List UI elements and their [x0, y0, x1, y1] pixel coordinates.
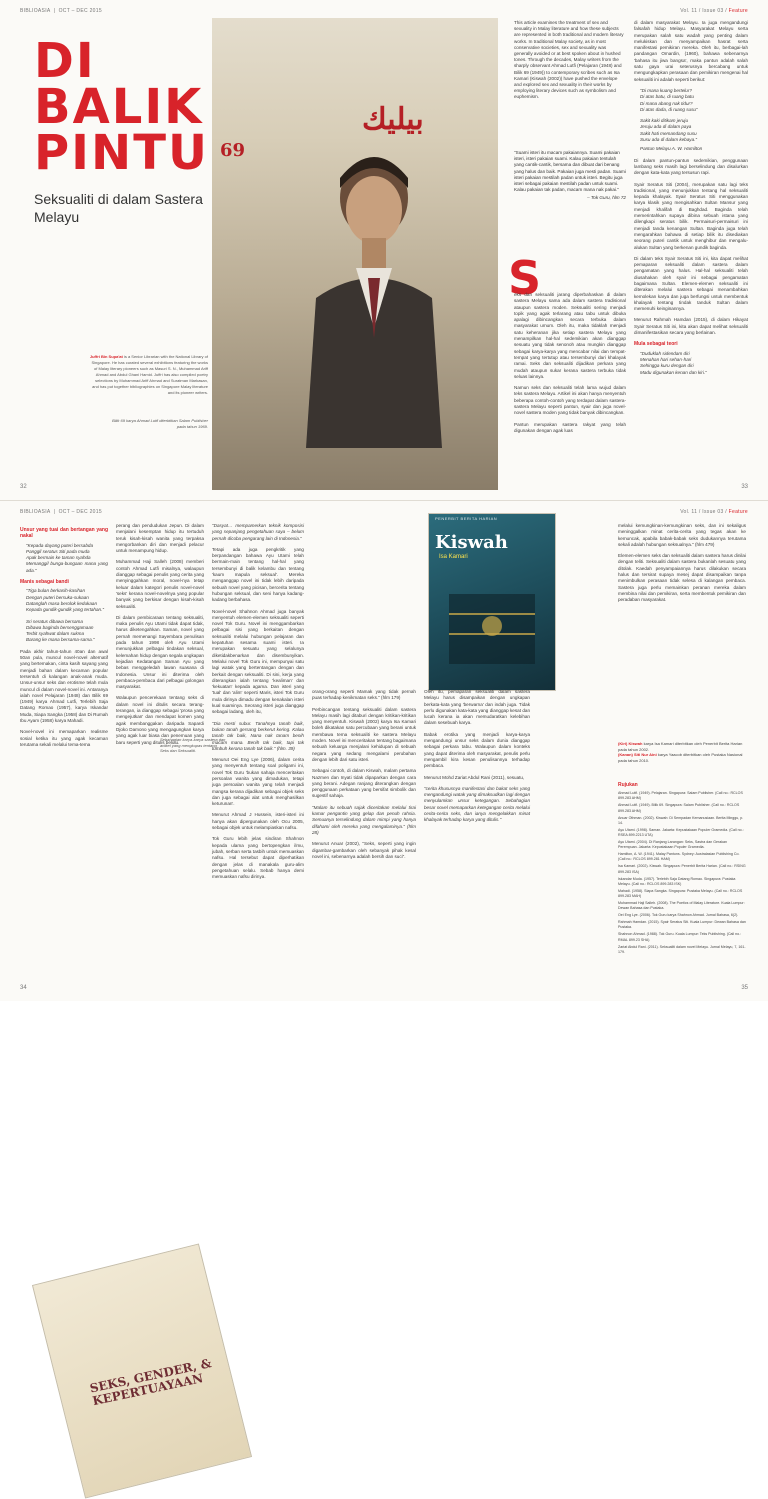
bottom-column-6	[618, 523, 746, 609]
title-word-1: DI	[34, 33, 96, 89]
poem-line: Di mana abang nak tidur?	[640, 100, 693, 106]
body-paragraph: Menurut Mohd Zariat Abdul Rani (2011), sesuatu,	[424, 774, 525, 780]
syair-excerpt	[26, 619, 108, 644]
cover-jawi-title: بيليك	[362, 102, 424, 137]
caption-label: (Kanan) Siti Nur Aini	[618, 752, 657, 757]
kiswah-title: Kiswah	[435, 532, 508, 553]
book-cover-seks-gender	[32, 1243, 252, 1498]
covers-caption	[618, 741, 746, 763]
reference-item: Iskandar Muda. (1957). Terlebih Saja Datang Romao. Singapura: Pustaka Melayu. (Call no.: RCLOS 899.283 ISK)	[618, 876, 736, 886]
bottom-column-4	[312, 689, 416, 865]
bottom-column-5	[424, 689, 530, 829]
body-paragraph: Pada akhir tahun-tahun 40an dan awal 50an pula, muncul novel-novel alternatif yang bertemakan, cinta kasih sayang yang menjadi bahan dalam kecaman popular tersentuh di kalangan anak-anak muda. Unsur-unsur seks dan erotisme telah mula muncul di dalam novel-novel ini. Antaranya ialah novel Pelajaran (1948) dan Bilik 69 (1949) karya Ahmad Lutfi, Terlebih Saja Datang Romao (1957), karya Iskandar Muda, Siapa Sangka (1958) dan Di Rumah Ibu Ayam (1958) karya Mahadi.	[20, 648, 108, 724]
poem-line: Dengan puteri bersuka-sukaan	[26, 594, 89, 600]
page-number-left: 32	[20, 484, 27, 490]
kiswah-cover-image	[428, 513, 556, 691]
poem-line: Datanglah masa berolok kedukaan	[26, 600, 97, 606]
kiswah-cover-art	[429, 574, 555, 690]
body-paragraph: melalui kemungkinan-kemungkinan seks, dan ini sekaligus meninggalkan minat cerita-cerita yang tegas akan ke kemuncak, apabila babak-babak seks dudukannya terutama sekali adalah hubungan seksualnya." (hlm 479)	[618, 523, 746, 547]
page-header-right: Vol. 11 / Issue 03 / Feature	[680, 8, 748, 14]
poem-line: "Kepada dayang puteri bersabda	[26, 542, 94, 548]
caption-text: karya Yaacob diterbitkan oleh Pustaka Nasional pada tahun 2010.	[618, 752, 743, 763]
page-number-right: 33	[741, 484, 748, 490]
body-paragraph: di dalam masyarakat Melayu. Ia juga mengandungi falsafah hidup Melayu. Masyarakat Melayu serta merupakan salah satu wadah yang penting dalam melukiskan dan menyampaikan hasrat serta manifestasi pemikiran mereka. Oleh itu, berbagai-lah pandangan Omardin, (1960), bahawa sebenarnya 'bahasa itu jiwa bangsa', maka pantun adalah salah satu gaya urai seterusnya bercabang untuk mengungkapkan perasaan dan pemikiran mengenai hal seksualiti ini adalah seperti berikut:	[634, 20, 748, 82]
section-subheading: Unsur yang tuai dan bertangan yang nakal	[20, 527, 108, 540]
reference-item: Ayu Utami. (1998). Saman. Jakarta: Kepustakaan Populer Gramedia. (Call no.: RSEA 899.2213 UTA)	[618, 827, 744, 838]
intro-english	[514, 20, 626, 106]
references-heading: Rujukan	[618, 782, 638, 788]
reference-item: Rahmah Hamdan. (2015). Syair Seratus Siti. Kuala Lumpur: Dewan Bahasa dan Pustaka.	[618, 920, 746, 930]
quote-paragraph: "Dia mesti subur. Tanahnya tanah baik, bukan tanah gersang berkerut kering. Kalau tanah tak baik, Nana nak tanam benih macam mana. Benih tak baik, tapi tak tumbuh kerana tanah tak baik." (hlm. 39)	[212, 720, 304, 751]
poem-line: Sakit kaki ditikam jeruju	[640, 118, 688, 124]
reference-item: Ahmad Lutfi. (1949). Pelajaran. Singapura: Salam Publisher. (Call no.: RCLOS 899.283 AHM)	[618, 791, 743, 801]
quote-paragraph: "Malam itu sebuah sajak diceritakan melalui tirai kamar pengantin yang gelap dan penuh rahsia. Semuanya terselindung dalam mimpi yang hanya difahami oleh mereka yang mengalaminya." (hlm 28)	[312, 804, 416, 835]
poem-line: Di atas batu, di ruang batu	[640, 94, 694, 100]
article-title	[34, 33, 209, 181]
body-paragraph: orang-orang seperti Mamak yang tidak pernah puas terhadap kenikmatan seks." (hlm 179)	[312, 689, 416, 701]
syair-excerpt	[640, 351, 748, 376]
kiswah-author: Isa Kamari	[439, 554, 468, 560]
author-name: Juffri Bin Supa'at	[89, 354, 123, 359]
body-paragraph: Di dalam pembicaraan tentang seksualiti, maka penulis Ayu Utami tidak dapat tidak, harus diketengahkan. Saman, novel yang pernah memenangi Sayembara penulisan pada tahun 1998 oleh Ayu Utami menunjukkan pelbagai tindakan seksual, kelemahan hidup dengan segala ungkapan kejadian Kedatangan Saman Ayu yang bebas menggeledah lawan suasana di Indonesia. Unsur ini diterima oleh pembaca-pembaca dari pelbagai golongan masyarakat.	[116, 614, 204, 690]
body-paragraph: Tok Guru lebih jelas sindiran Shahnon kepada ulama yang bertopengkan ilmu, jubah, serban serta tasbih untuk memuaskan nafsu. Hal tersebut dapat diperhatikan dengan jelas di manakala guru-alim pengetahuan selalu. Sebab hanya demi memuaskan nafsu dirinya.	[212, 836, 304, 880]
book-cover-title: SEKS, GENDER, & KEPERTUAYAAN	[88, 1356, 213, 1409]
page-header-left: BIBLIOASIA | OCT – DEC 2015	[20, 8, 102, 14]
intro-english-text: This article examines the treatment of sex and sexuality in Malay literature and how these subjects are represented in both traditional and modern literary works. In traditional Malay society, as in most conservative societies, sex and sexuality was generally avoided or at best spoken about in hushed tones. Through the decades, Malay writers from the sharply observant Ahmad Lutfi (Pelajaran (1948) and Bilik 69 (1949)) to contemporary scribes such as Isa Kamari (Kiswah (2002)) have pushed the envelope and explored sex and sexuality in their works by employing literary devices such as symbolism and euphemism.	[514, 20, 624, 100]
body-paragraph: Menurut Anuar (2002), "Seks, seperti yang ingin digambar-gambarkan oleh sebanyak pihak kesal novel ini, sebenarnya adalah bersih dan suci".	[312, 841, 416, 859]
volume-issue: Vol. 11 / Issue 03	[680, 509, 724, 515]
reference-item: Hamilton, A. W. (1941). Malay Pantuns. Sydney: Australasian Publishing Co. (Call no.: RCLOS 899.281 HAM)	[618, 852, 740, 862]
cover-number: 69	[220, 140, 246, 161]
body-paragraph: Novel-novel Shahnon Ahmad juga banyak menyentuh elemen-elemen seksualiti seperti novel Tok Guru. Novel ini menggambarkan pelbagai sisi yang berkaitan dengan seksualiti melalui hubungan pelajaran dan kepatuhan sesama suami isteri. Ia merupakan sesuatu yang selalunya diketidakbenarkan dan disembunyikan. Melalui novel Tok Guru ini, mempunyai satu lagi watak yang bertentangan dengan dan berkait dengan seksualiti. Di sini, kerja yang diterangkan ialah tentang 'kealiman' dan 'kekuatan' kepada agama. Dan isteri yang 'tual' dan 'alim' seperti Maris, isteri Tok Guru mula dirinya dimadu dengan kenakalan isteri kual suaminya. Seorang isteri juga dianggap sebagai ladang, oleh itu,	[212, 608, 304, 715]
body-paragraph: Perbincangan tentang seksualiti dalam sastera Melayu masih lagi ditaburi dengan kritikan-kritikan yang menyentuh. Kiswah (2002) karya Isa Kamari boleh dikatakan satu percubaan yang berani untuk membawa tema seksualiti ke sastera Melayu moden. Novel ini menceritakan tentang bagaimana sebuah keluarga menjalani kehidupan di sebuah negara yang sedang mengalami perubahan dengan lebih dari satu isteri.	[312, 706, 416, 762]
poem-line: Memanggil bunga-bungaan mana yang ada."	[26, 561, 108, 573]
reference-item: Mahadi. (1958). Siapa Sangka. Singapura: Pustaka Melayu. (Call no.: RCLOS 899.283 MAH)	[618, 888, 743, 899]
reference-item: Muhammad Haji Salleh. (2008). The Poetics of Malay Literature. Kuala Lumpur: Dewan Bahasa dan Pustaka.	[618, 901, 745, 911]
bottom-column-3	[212, 523, 304, 885]
body-paragraph: Namun seks dan seksualiti telah lama wujud dalam teks sastera Melayu. Artikel ini akan hanya menyentuh beberapa contoh-contoh yang terdapat dalam sastera-sastera Melayu seperti pantun, syair dan juga novel-novel sastera moden yang tidak banyak dibincangkan.	[514, 385, 626, 416]
bottom-column-2	[116, 523, 204, 751]
poem-line: "Duduklah sidendam diri	[640, 350, 690, 356]
reference-item: Ayu Utami. (2004). Di Ranjang Larangan: Seks, Sastra dan Gerakan Perempuan. Jakarta: Kepustakaan Populer Gramedia.	[618, 840, 728, 850]
body-column-1	[514, 292, 626, 439]
pantun-2	[640, 118, 748, 143]
pull-quote-source: – Tok Guru, hlm 72	[587, 195, 626, 201]
section-subheading: Mula sebagai teori	[634, 341, 678, 348]
man-portrait-illustration	[296, 128, 446, 448]
bilik-69-cover-image	[212, 18, 498, 490]
body-paragraph: Pantun merupakan sastera rakyat yang telah digunakan dengan agak luas	[514, 421, 626, 433]
page-number-left: 34	[20, 985, 27, 991]
body-column-2	[634, 20, 748, 381]
top-spread	[0, 0, 768, 500]
body-paragraph: Di dalam teks Syair Seratus Siti ini, kita dapat melihat pemaparan seksualiti dalam sastera dalam pengamatan yang halus. Hal-hal seksualiti telah diusahakan oleh syair ini sebagai pengamatan bagaimana Sultan. Elemen-elemen seksualiti ini diterakan melalui sastera sebagai menambahkan kemolekan karya dan juga berfungsi untuk membentuk khalayak tentang tindak tanduk Sultan dalam memenuhi keinginannya.	[634, 255, 748, 312]
poem-line: Susu ada di dalam kebaya."	[640, 137, 698, 143]
magazine-name: BIBLIOASIA	[20, 8, 51, 14]
body-paragraph: Menurut Ahmad J Hussein, isteri-isteri ini hanya akan dipergunakan oleh Ocu 2005, sebagai objek untuk melampiaskan nafsu.	[212, 812, 304, 831]
poem-line: Terbit syahwat dalam sukma	[26, 631, 85, 637]
caption-text: karya Isa Kamari diterbitkan oleh Penerbit Berita Harian pada tahun 2002.	[618, 741, 743, 752]
reference-item: Shahnon Ahmad. (1988). Tok Guru. Kuala Lumpur: Teks Publishing. (Call no.: RMAL 899.23 SHA)	[618, 932, 742, 942]
body-paragraph: Sebagai contoh, di dalam Kiswah, malam pertama Nazmen dan Inyati tidak dipaparkan dengan cara yang berani. Adegan ranjang diterangkan dengan penggunaan perkataan yang bersifat simbolik dan sugestif sahaja.	[312, 768, 416, 799]
body-paragraph: Muhammad Haji Salleh (2008) memberi contoh Ahmad Lutfi misalnya, walaupun dianggap sebagai penulis yang cerita yang menyinggahkan moral, novel-nya tetap keluar dalam kategori penulis novel-novel 'seks' kerana novel-novelnya yang popular banyak yang berkisar dengan kisah-kisah seksualiti.	[116, 559, 204, 609]
body-paragraph: Babak erotika yang menjadi karya-karya mengandungi unsur seks dalam dunia dianggap sebagai perkara tabu. Walaupun dalam konteks yang dapat diterima oleh masyarakat, penulis perlu mengambil kira kesan penulisannya terhadap pembaca.	[424, 731, 530, 769]
books-caption: Sebahagian karya-karya sastera dan artikel yang mengkupas tentang Seks dan Seksualiti.	[160, 737, 226, 753]
title-word-2: BALIK	[34, 79, 204, 135]
poem-line: Sehingga kuru dengan diri	[640, 363, 694, 369]
pantun-1	[640, 88, 748, 113]
quote-paragraph: "Dasyat… mempamerkan teknik komposisi yang sepanjang pengetahuan saya – belum pernah dicoba pengarang lain di Indonesia."	[212, 523, 304, 541]
title-word-3: PINTU	[34, 125, 209, 181]
body-paragraph: perang dan pendudukan Jepun. Di dalam menjalani kesemptan hidup itu tertuduh teruk kisah-kisah wanita yang terpaksa mengorbankan diri dan menjadi pelacur untuk menampung hidup.	[116, 523, 204, 554]
poem-line: "Tiga bulan berkasih-kasihan	[26, 588, 86, 594]
body-paragraph: Novel-novel ini memaparkan realisme sosial ketika itu yang agak kecaman terutama sekali melalui tema-tema	[20, 729, 108, 747]
bottom-column-1	[20, 523, 108, 753]
reference-item: Anuar Othman. (2002). Kiswah: Di Sempadan Kemanusiaan. Berita Minggu, p. 14.	[618, 815, 744, 825]
author-bio	[88, 354, 208, 396]
body-paragraph: Tetapi ada juga pengkritik yang berpandangan bahawa Ayu Utami telah bermain-main tentang hal-hal yang tersembunyi di balik kelambu dan tentang 'kaum mapula seksual'. Mereka menganggap novel ini tidak lebih daripada sebuah novel yang picisan, bercerita tentang hubungan seksual, dan seni hanya kadang-kadang berbahasa.	[212, 546, 304, 603]
caption-label: (Kiri) Kiswah	[618, 741, 643, 746]
volume-issue: Vol. 11 / Issue 03	[680, 8, 724, 14]
issue-date: OCT – DEC 2015	[58, 509, 102, 515]
poem-line: Di atas dada, di ruang susu"	[640, 106, 698, 112]
poem-line: Panggil seratus Siti pada muda	[26, 548, 90, 554]
reference-item: Zariat Abdul Rani. (2011). Seksualiti dalam novel Melayu. Jurnal Melayu, 7, 161-179.	[618, 944, 746, 954]
reference-item: Isa Kamari. (2002). Kiswah. Singapura: Penerbit Berita Harian. (Call no.: RSING 899.283 ISA)	[618, 864, 746, 874]
poem-line: Dibawa baginda bersenggamaan	[26, 624, 94, 630]
reference-item: Oei Eng Lye. (2006). Tok Guru karya Shahnon Ahmad. Jurnal Bahasa, 6(2).	[618, 913, 739, 918]
poem-line: Apak bermain ke taman syahda	[26, 555, 91, 561]
page-header-right: Vol. 11 / Issue 03 / Feature	[680, 509, 748, 515]
page-number-right: 35	[741, 985, 748, 991]
poem-line: Sri seratus dibawa bersama	[26, 618, 83, 624]
section-subheading: Manis sebagai bandi	[20, 579, 69, 586]
pull-quote	[514, 150, 626, 202]
body-paragraph: Syair Seratus Siti (2004), merupakan satu lagi teks tradisional, yang menunjukkan tentang hal seksualiti kepada khalayak. Syair Seratus Siti menggunakan karya klasik yang mengisahkan Sultan Mansur yang menjadi khalifah di Baghdad. Baginda telah memerintahkan supaya dibina sebuah istana yang dilengkapi seratus bilik. Permaisuri-permaisuri ini menjadi tanda kenangan Sultan. Baginda juga telah mengarahkan bahawa di setiap bilik itu disediakan seorang puteri cantik untuk menghibur dan mengalu-alukan Sultan yang berkenan gundik baginda.	[634, 181, 748, 250]
poem-line: Kepada gundik-gundik yang tertahan."	[26, 607, 104, 613]
poem-line: Jeruju ada di dalam paya	[640, 124, 692, 130]
references-list	[618, 783, 746, 957]
body-paragraph: Menurut Oei Eng Lye (2006), dalam cerita yang menyentuh tentang soal poligami ini, novel Tok Guru 'bukan sahaja menceritakan persoalan wanita yang dimadukan, tetapi juga persoalan wanita yang telah menjadi mangsa kerana dijadikan sebagai objek seks dan juga sebagai alat untuk menghasilkan keturunan'.	[212, 757, 304, 807]
section-name: Feature	[728, 509, 748, 515]
page-header-left: BIBLIOASIA | OCT – DEC 2015	[20, 509, 102, 515]
reference-item: Ahmad Lutfi. (1949). Bilik 69. Singapura: Salam Publisher. (Call no.: RCLOS 899.283 AHM)	[618, 803, 740, 813]
syair-excerpt	[26, 543, 108, 574]
magazine-name: BIBLIOASIA	[20, 509, 51, 515]
section-name: Feature	[728, 8, 748, 14]
photo-caption: Bilik 69 karya Ahmad Lutfi diterbitkan Salam Publisher pada tahun 1969.	[112, 418, 208, 429]
body-paragraph: eks dan seksualiti jarang diperbahaskan di dalam sastera Melayu sama ada dalam sastera tradisional ataupun sastera moden. Seksualiti sering menjadi topik yang agak terlarang atau tabu untuk dibuka apalagi dibincangkan secara terbuka dalam masyarakat umum. Oleh itu, maka tidaklah menjadi satu keheranan jika setiap sastera Melayu yang menampilkan hal-hal sedemikian akan dianggap sesuatu yang tidak senonoh atau mungkin dianggap sebagai karya-karya yang mencabar nilai dan tempat-tempat yang tertutup atau tersembunyi dari khalayak ramai. Seks dan seksualiti dijadikan perkara yang mudah ataupun sukar kerana sastera terbuka tidak seluas lainnya.	[514, 292, 626, 379]
body-paragraph: Di dalam pantun-pantun sedemikian, penggunaan lambang seks masih lagi berselindung dan disalurkan dengan kata-kata yang tersusun rapi.	[634, 157, 748, 176]
poem-line: Sakit hati memandang susu	[640, 130, 697, 136]
body-paragraph: Walaupun pencerekaan tentang seks di dalam novel ini ditulis secara terang-terangan, ia dianggap sebagai 'prosa yang mengejutkan' dan mendapat komen yang agak membanggakan daripada Sapardi Djoko Damono yang mengagungkan karya yang agak luar biasa dan penemuan yang baru seperti yang ditulis beliau.	[116, 695, 204, 745]
pull-quote-text: "Suami isteri itu macam pakaiannya. Suami pakaian isteri, isteri pakaian suami. Kalau pakaian tentulah yang cantik-cantik, bersama dan dibuat dari benang yang halus dan baik. Pakaian juga mesti padan. Suami isteri pakaian mestilah padan untuk isteri. Begitu juga isteri sebagai pakaian mestilah padan untuk suami. Kalau pakaian tak padan, macam mana nak pakai."	[514, 150, 626, 193]
drop-cap: S	[508, 251, 542, 305]
poem-line: Menahan hari seharı-hari	[640, 356, 692, 362]
body-paragraph: Elemen-elemen seks dan seksualiti dalam sastera harus dinilai dengan teliti. Seksualiti dalam sastera bukanlah sesuatu yang ditolak. Kaedah penyampaiannya harus dilakukan secara halus dan tersirat supaya mesej dapat disampaikan tanpa menimbulkan perasaan tidak selesa di kalangan pembaca. Sastera juga perlu memainkan peranan mereka dalam membina nilai dan pemikiran, serta membentuk pemikiran dan peradaban masyarakat.	[618, 553, 746, 603]
kiswah-publisher: PENERBIT BERITA HARIAN	[435, 516, 498, 521]
body-paragraph: Menurut Rahmah Hamdan (2015), di dalam Hikayat Syair Seratus Siti ini, kita akan dapat melihat seksualiti dimanifestasikan secara yang berlainan.	[634, 317, 748, 336]
quote-paragraph: "cerita khususnya manifestasi dan bakat seks yang mengandungi watak yang dimaksudkan lagi dengan menyulamkan unsur ketegangan. Sebahagian besar novel memaparkan ketegangan cerita melalui cerita-cerita seks, dan ianya mengelakkan minat khalayak terhadap karya yang ditulis."	[424, 785, 530, 823]
poem-line: "Di mana kuang bertelur?	[640, 87, 692, 93]
issue-date: OCT – DEC 2015	[58, 8, 102, 14]
bottom-spread	[0, 500, 768, 1409]
body-paragraph: Oleh itu, pemaparan seksualiti dalam sastera Melayu harus disampaikan dengan ungkapan berkata-kata yang 'berwarna' dan indah juga. Tidak perlu digunakan kata-kata yang dianggap kesat dan lucah kerana ia akan memudaratkan kelebihan dalam sesebuah karya.	[424, 689, 530, 726]
syair-excerpt	[26, 588, 108, 613]
poem-line: Barang ke mana bersama-sama."	[26, 637, 95, 643]
poem-line: Madu digunakan kenan dan kiri."	[640, 369, 707, 375]
poem-source: Pantun Melayu A. W. Hamilton	[640, 146, 703, 152]
author-bio-text: is a Senior Librarian with the National Library of Singapore. He has curated several exhibitions featuring the works of Malay literary pioneers such as Masuri S. N., Muhammad Ariff Ahmad and Abdul Ghani Hamid. Juffri has also compiled poetry selections by Muhammad Ariff Ahmad and Suratman Markasan, and has put together bibliographies on Singapore Malay literature and its pioneer writers.	[91, 354, 208, 395]
article-subtitle: Seksualiti di dalam Sastera Melayu	[34, 191, 203, 225]
